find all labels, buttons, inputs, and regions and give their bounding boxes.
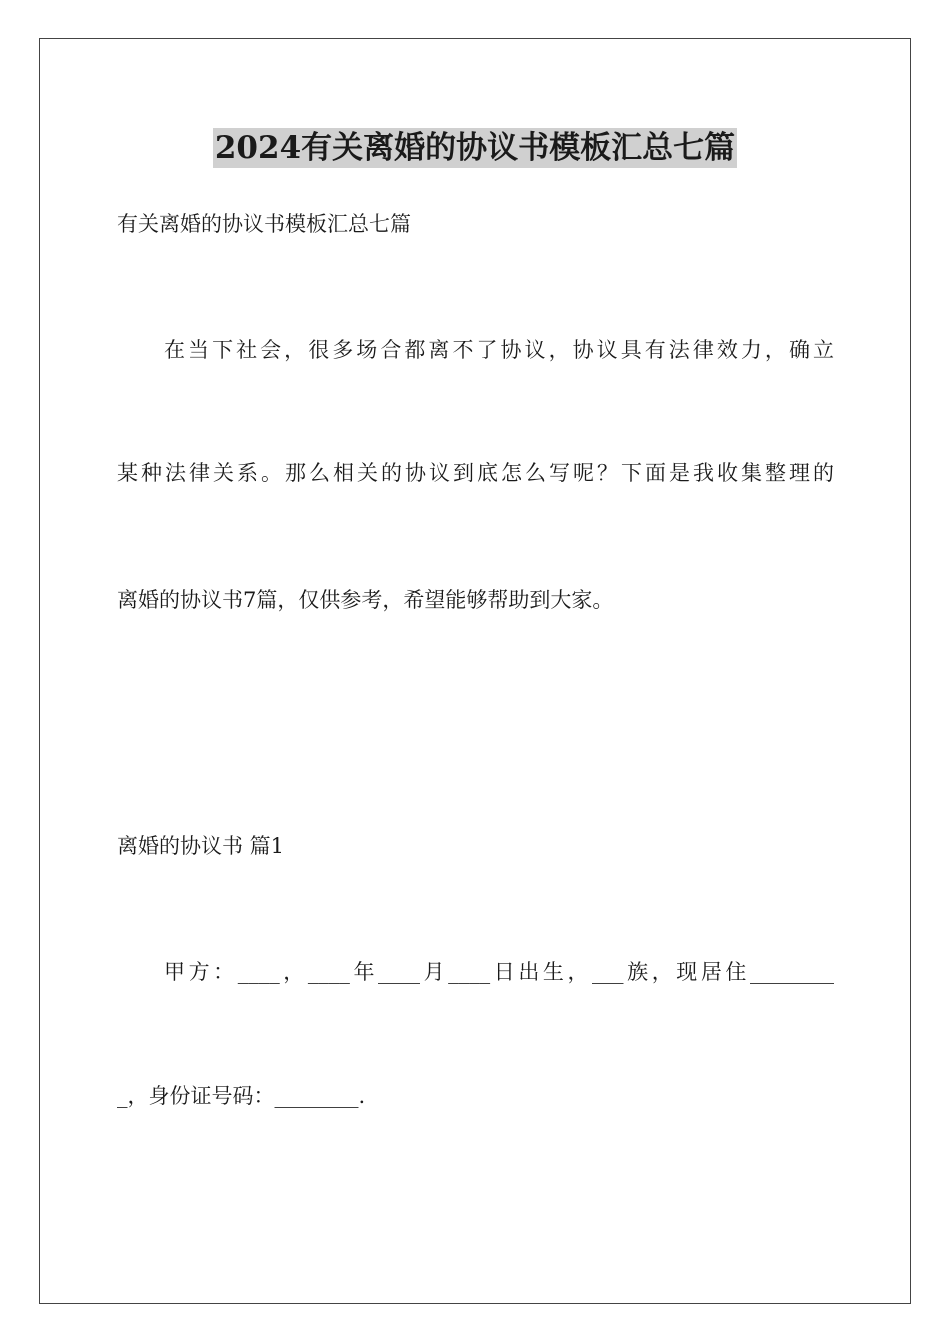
party-a-line-2: _，身份证号码：________. [117, 1084, 366, 1108]
party-a-line-1: 甲方：____，____年____月____日出生，___族，现居住________ [164, 960, 834, 984]
document-subtitle: 有关离婚的协议书模板汇总七篇 [117, 212, 411, 236]
document-title: 2024有关离婚的协议书模板汇总七篇 [214, 130, 736, 166]
title-container [0, 128, 950, 168]
intro-paragraph-line-3: 离婚的协议书7篇，仅供参考，希望能够帮助到大家。 [117, 588, 614, 612]
intro-paragraph-line-2: 某种法律关系。那么相关的协议到底怎么写呢？下面是我收集整理的 [117, 461, 834, 485]
section-heading: 离婚的协议书 篇1 [117, 834, 285, 858]
intro-paragraph-line-1: 在当下社会，很多场合都离不了协议，协议具有法律效力，确立 [164, 338, 834, 362]
